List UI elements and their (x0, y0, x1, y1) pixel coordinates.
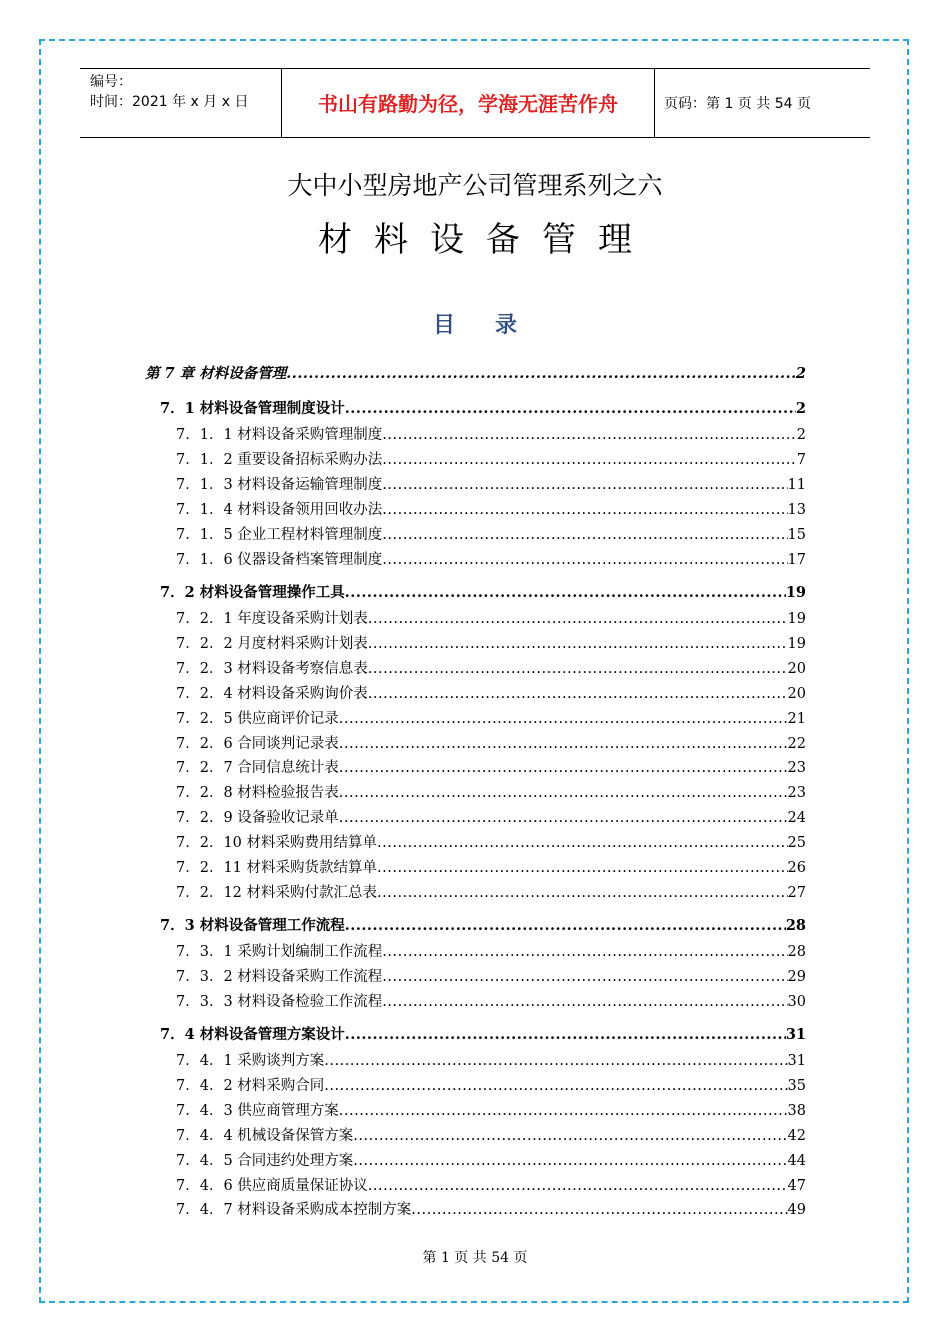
number-label: 编号： (90, 74, 132, 90)
series-title: 大中小型房地产公司管理系列之六 (287, 171, 663, 200)
toc-entry-page: 28 (785, 917, 806, 934)
toc-entry-label: 7．2．5 供应商评价记录 (176, 710, 339, 727)
toc-item-row[interactable] (176, 523, 806, 544)
toc-item-row[interactable] (176, 1049, 806, 1070)
toc-entry-page: 11 (787, 477, 806, 494)
toc-leader-dots (411, 1202, 787, 1218)
header-page-info: 页码：第 1 页 共 54 页 (664, 96, 811, 112)
toc-item-row[interactable] (176, 881, 806, 902)
toc-item-row[interactable] (176, 1149, 806, 1170)
toc-entry-label: 7．1．2 重要设备招标采购办法 (176, 452, 383, 469)
toc-entry-page: 31 (785, 1026, 806, 1043)
toc-item-row[interactable] (176, 607, 806, 628)
toc-item-row[interactable] (176, 1074, 806, 1095)
toc-entry-page: 27 (787, 884, 806, 901)
page-footer: 第 1 页 共 54 页 (422, 1250, 528, 1266)
toc-leader-dots (339, 736, 788, 752)
toc-entry-page: 26 (787, 859, 806, 876)
toc-leader-dots (368, 661, 788, 677)
page-header (80, 68, 870, 138)
toc-leader-dots (324, 1053, 787, 1069)
toc-item-row[interactable] (176, 1099, 806, 1120)
toc-leader-dots (382, 427, 796, 443)
toc-entry-page: 28 (787, 944, 806, 961)
toc-item-row[interactable] (176, 990, 806, 1011)
toc-entry-page: 19 (787, 611, 806, 628)
toc-entry-label: 7．3．3 材料设备检验工作流程 (176, 994, 383, 1011)
toc-item-row[interactable] (176, 940, 806, 961)
toc-leader-dots (324, 1078, 787, 1094)
toc-chapter-row[interactable] (145, 362, 806, 383)
toc-leader-dots (345, 400, 796, 417)
toc-leader-dots (382, 944, 787, 960)
toc-entry-label: 7．4．2 材料采购合同 (176, 1078, 325, 1095)
toc-entry-label: 7．2．1 年度设备采购计划表 (176, 611, 368, 628)
toc-entry-page: 19 (785, 584, 806, 601)
toc-leader-dots (382, 552, 787, 568)
toc-leader-dots (339, 1103, 788, 1119)
toc-entry-label: 7．1 材料设备管理制度设计 (160, 400, 345, 417)
toc-entry-page: 35 (787, 1078, 806, 1095)
toc-leader-dots (382, 502, 787, 518)
toc-entry-label: 7．2．8 材料检验报告表 (176, 785, 339, 802)
toc-section-row[interactable] (160, 397, 806, 418)
toc-entry-label: 7．2．10 材料采购费用结算单 (176, 835, 378, 851)
toc-item-row[interactable] (176, 732, 806, 753)
toc-entry-page: 20 (787, 685, 806, 702)
toc-leader-dots (382, 527, 787, 543)
toc-entry-page: 13 (787, 501, 806, 518)
toc-leader-dots (345, 1026, 786, 1043)
toc-leader-dots (368, 636, 788, 652)
toc-item-row[interactable] (176, 1124, 806, 1145)
toc-entry-page: 2 (795, 400, 806, 417)
toc-leader-dots (377, 860, 788, 876)
toc-leader-dots (339, 711, 788, 727)
toc-leader-dots (377, 885, 788, 901)
toc-entry-page: 25 (787, 835, 806, 851)
time-label: 时间：2021 年 x 月 x 日 (90, 94, 249, 110)
toc-leader-dots (368, 611, 788, 627)
toc-section-row[interactable] (160, 914, 806, 935)
main-title: 材料设备管理 (318, 220, 654, 260)
toc-leader-dots (339, 785, 788, 801)
toc-leader-dots (353, 1128, 787, 1144)
toc-entry-label: 7．4．4 机械设备保管方案 (176, 1127, 354, 1144)
toc-leader-dots (382, 452, 796, 468)
toc-entry-label: 7．4 材料设备管理方案设计 (160, 1026, 345, 1043)
toc-entry-page: 23 (787, 785, 806, 802)
toc-item-row[interactable] (176, 806, 806, 827)
toc-item-row[interactable] (176, 1174, 806, 1195)
toc-entry-label: 7．2 材料设备管理操作工具 (160, 584, 345, 601)
toc-entry-label: 7．3 材料设备管理工作流程 (160, 917, 345, 934)
toc-entry-page: 49 (787, 1202, 806, 1219)
toc-item-row[interactable] (176, 856, 806, 877)
toc-entry-page: 24 (787, 810, 806, 827)
toc-item-row[interactable] (176, 682, 806, 703)
toc-leader-dots (345, 917, 786, 934)
toc-leader-dots (377, 835, 788, 851)
toc-item-row[interactable] (176, 657, 806, 678)
toc-entry-page: 17 (787, 551, 806, 568)
toc-entry-label: 7．1．6 仪器设备档案管理制度 (176, 551, 383, 568)
toc-item-row[interactable] (176, 632, 806, 653)
toc-heading: 目录 (432, 312, 557, 338)
toc-item-row[interactable] (176, 448, 806, 469)
toc-entry-page: 42 (787, 1127, 806, 1144)
toc-entry-page: 7 (796, 452, 806, 469)
toc-entry-label: 7．1．5 企业工程材料管理制度 (176, 526, 383, 543)
toc-entry-page: 19 (787, 636, 806, 653)
toc-item-row[interactable] (176, 548, 806, 569)
toc-entry-label: 第 7 章 材料设备管理 (145, 365, 287, 382)
toc-leader-dots (339, 810, 788, 826)
toc-leader-dots (339, 760, 788, 776)
toc-entry-page: 44 (787, 1152, 806, 1169)
toc-section-row[interactable] (160, 581, 806, 602)
toc-item-row[interactable] (176, 423, 806, 444)
toc-entry-label: 7．2．2 月度材料采购计划表 (176, 636, 368, 653)
toc-entry-label: 7．3．2 材料设备采购工作流程 (176, 969, 383, 986)
toc-leader-dots (353, 1153, 787, 1169)
toc-leader-dots (368, 686, 788, 702)
toc-item-row[interactable] (176, 965, 806, 986)
toc-entry-page: 20 (787, 661, 806, 678)
header-motto: 书山有路勤为径，学海无涯苦作舟 (318, 92, 618, 116)
toc-item-row[interactable] (176, 831, 806, 852)
toc-item-row[interactable] (176, 498, 806, 519)
toc-entry-label: 7．1．3 材料设备运输管理制度 (176, 477, 383, 494)
toc-entry-page: 38 (787, 1103, 806, 1120)
toc-entry-label: 7．1．1 材料设备采购管理制度 (176, 427, 383, 444)
toc-entry-label: 7．4．3 供应商管理方案 (176, 1103, 339, 1120)
header-meta (90, 72, 248, 112)
toc-leader-dots (286, 365, 796, 382)
toc-item-row[interactable] (176, 1198, 806, 1219)
header-divider (654, 69, 655, 137)
toc-item-row[interactable] (176, 707, 806, 728)
toc-leader-dots (345, 584, 786, 601)
toc-leader-dots (382, 994, 787, 1010)
toc-entry-label: 7．4．6 供应商质量保证协议 (176, 1177, 368, 1194)
toc-entry-label: 7．1．4 材料设备领用回收办法 (176, 501, 383, 518)
toc-item-row[interactable] (176, 756, 806, 777)
toc-entry-label: 7．2．9 设备验收记录单 (176, 810, 339, 827)
toc-entry-label: 7．2．7 合同信息统计表 (176, 760, 339, 777)
toc-leader-dots (382, 969, 787, 985)
toc-entry-page: 15 (787, 526, 806, 543)
toc-entry-page: 22 (787, 735, 806, 752)
toc-entry-label: 7．3．1 采购计划编制工作流程 (176, 944, 383, 961)
toc-leader-dots (382, 477, 787, 493)
toc-entry-label: 7．4．1 采购谈判方案 (176, 1053, 325, 1070)
toc-entry-page: 47 (787, 1177, 806, 1194)
toc-entry-label: 7．2．3 材料设备考察信息表 (176, 661, 368, 678)
toc-entry-page: 2 (795, 365, 806, 382)
toc-section-row[interactable] (160, 1023, 806, 1044)
toc-leader-dots (368, 1178, 788, 1194)
toc-entry-label: 7．4．7 材料设备采购成本控制方案 (176, 1202, 412, 1219)
toc-entry-label: 7．2．11 材料采购货款结算单 (176, 859, 378, 876)
toc-entry-page: 2 (796, 427, 806, 444)
toc-entry-label: 7．2．6 合同谈判记录表 (176, 735, 339, 752)
toc-entry-label: 7．2．12 材料采购付款汇总表 (176, 884, 378, 901)
toc-item-row[interactable] (176, 473, 806, 494)
toc-entry-page: 31 (787, 1053, 806, 1070)
toc-entry-page: 21 (787, 710, 806, 727)
toc-entry-label: 7．4．5 合同违约处理方案 (176, 1152, 354, 1169)
toc-entry-page: 23 (787, 760, 806, 777)
toc-entry-page: 29 (787, 969, 806, 986)
toc-entry-label: 7．2．4 材料设备采购询价表 (176, 685, 368, 702)
toc-item-row[interactable] (176, 781, 806, 802)
toc-entry-page: 30 (787, 994, 806, 1011)
